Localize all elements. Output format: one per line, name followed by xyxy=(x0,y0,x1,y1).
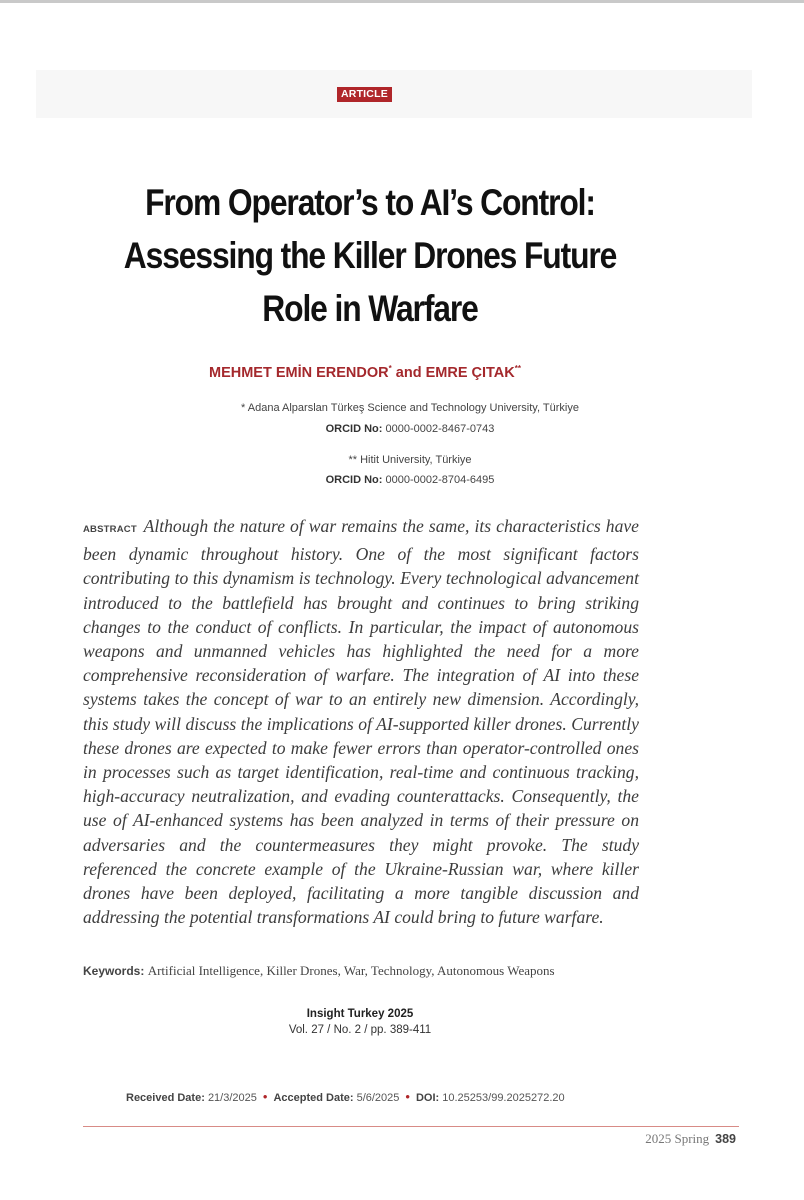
author-footnote-mark: ** xyxy=(514,364,521,373)
orcid-2 xyxy=(120,474,700,486)
journal-name: Insight Turkey 2025 xyxy=(306,1008,414,1020)
orcid-value: 0000-0002-8467-0743 xyxy=(385,423,495,435)
header-band xyxy=(36,70,752,118)
accepted-date: 5/6/2025 xyxy=(356,1092,400,1104)
author-footnote-mark: * xyxy=(388,364,392,373)
orcid-label: ORCID No: xyxy=(325,474,383,486)
separator-dot: • xyxy=(405,1089,410,1104)
dates-line xyxy=(126,1089,565,1104)
orcid-1 xyxy=(120,423,700,435)
abstract-text: Although the nature of war remains the same, its characteristics have been dynamic throughout history. One of the most significant factors contributing to this dynamism is technology. Every technological advancement introduced to the battlefield has brought and continues to bring striking changes to the conduct of conflicts. In particular, the impact of autonomous weapons and unmanned vehicles has highlighted the need for a more comprehensive reconsideration of warfare. The integration of AI into these systems takes the concept of war to an entirely new dimension. Accordingly, this study will discuss the implications of AI-supported killer drones. Currently these drones are expected to make fewer errors than operator-controlled ones in processes such as target identification, real-time and continuous tracking, high-accuracy neutralization, and evading counterattacks. Consequently, the use of AI-enhanced systems has been analyzed in terms of their pressure on adversaries and the countermeasures they might provoke. The study referenced the concrete example of the Ukraine-Russian war, where killer drones have been deployed, facilitating a more tangible discussion and addressing the potential transformations AI could bring to future warfare. xyxy=(83,516,639,928)
abstract xyxy=(83,514,639,929)
accepted-label: Accepted Date: xyxy=(273,1092,354,1104)
received-date: 21/3/2025 xyxy=(207,1092,257,1104)
journal-info xyxy=(240,1006,480,1038)
keywords xyxy=(83,963,555,979)
author-line xyxy=(120,364,610,381)
title-line: Role in Warfare xyxy=(262,288,478,329)
article-title xyxy=(103,176,636,335)
keywords-label: Keywords: xyxy=(83,964,145,978)
author-name: MEHMET EMİN ERENDOR xyxy=(208,364,389,381)
article-badge: ARTICLE xyxy=(337,87,392,102)
author-joiner: and xyxy=(391,364,426,381)
keywords-value: Artificial Intelligence, Killer Drones, War, Technology, Autonomous Weapons xyxy=(147,963,555,978)
journal-volume: Vol. 27 / No. 2 / pp. 389-411 xyxy=(288,1024,432,1036)
affiliation-1: * Adana Alparslan Türkeş Science and Technology University, Türkiye xyxy=(241,402,579,414)
title-line: Assessing the Killer Drones Future xyxy=(123,235,617,276)
affiliation-2: ** Hitit University, Türkiye xyxy=(348,454,472,466)
footer-season: 2025 Spring xyxy=(645,1131,710,1146)
page-footer xyxy=(645,1131,736,1147)
title-line: From Operator’s to AI’s Control: xyxy=(145,182,595,223)
separator-dot: • xyxy=(262,1089,268,1104)
doi-label: DOI: xyxy=(415,1092,440,1104)
page-number: 389 xyxy=(715,1132,736,1146)
orcid-value: 0000-0002-8704-6495 xyxy=(385,474,495,486)
author-name: EMRE ÇITAK xyxy=(425,364,515,381)
abstract-label: ABSTRACT xyxy=(83,524,137,535)
top-rule xyxy=(0,0,804,3)
received-label: Received Date: xyxy=(126,1092,205,1104)
doi-value: 10.25253/99.2025272.20 xyxy=(442,1092,565,1104)
footer-rule xyxy=(83,1126,739,1127)
orcid-label: ORCID No: xyxy=(325,423,383,435)
